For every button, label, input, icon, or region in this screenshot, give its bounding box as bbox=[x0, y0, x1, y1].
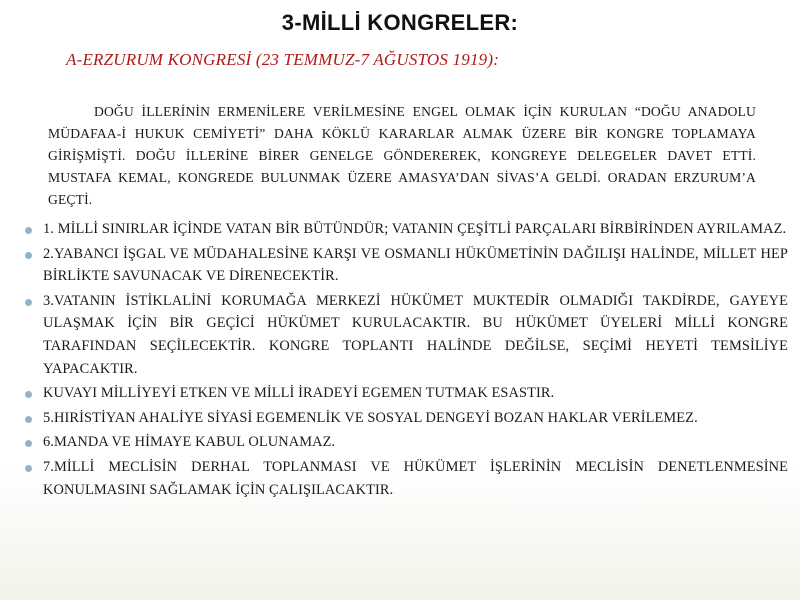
list-item-text: 6.MANDA VE HİMAYE KABUL OLUNAMAZ. bbox=[43, 434, 336, 451]
bullet-dot-icon bbox=[25, 299, 32, 306]
list-item bbox=[20, 431, 788, 454]
list-item bbox=[20, 243, 788, 288]
bullet-dot-icon bbox=[25, 465, 32, 472]
list-item-text: 7.MİLLİ MECLİSİN DERHAL TOPLANMASI VE HÜKÜMET İŞLERİNİN MECLİSİN DENETLENMESİNE KONULMASINI SAĞLAMAK İÇİN ÇALIŞILACAKTIR. bbox=[43, 458, 788, 498]
bullet-dot-icon bbox=[25, 391, 32, 398]
bullet-dot-icon bbox=[25, 416, 32, 423]
slide-subtitle: A-ERZURUM KONGRESİ (23 TEMMUZ-7 AĞUSTOS 1919): bbox=[66, 50, 500, 69]
bullet-dot-icon bbox=[25, 440, 32, 447]
list-item-text: 3.VATANIN İSTİKLALİNİ KORUMAĞA MERKEZİ HÜKÜMET MUKTEDİR OLMADIĞI TAKDİRDE, GAYEYE ULAŞMAK İÇİN BİR GEÇİCİ HÜKÜMET KURULACAKTIR. BU HÜKÜMET ÜYELERİ MİLLİ KONGRE TARAFINDAN SEÇİLECEKTİR. KONGRE TOPLANTI HALİNDE DEĞİLSE, SEÇİMİ HEYETİ TEMSİLİYE YAPACAKTIR. bbox=[43, 292, 788, 377]
list-item-text: 5.HIRİSTİYAN AHALİYE SİYASİ EGEMENLİK VE SOSYAL DENGEYİ BOZAN HAKLAR VERİLEMEZ. bbox=[43, 409, 698, 426]
bullet-dot-icon bbox=[25, 227, 32, 234]
decision-list bbox=[20, 218, 788, 503]
list-item-text: KUVAYI MİLLİYEYİ ETKEN VE MİLLİ İRADEYİ EGEMEN TUTMAK ESASTIR. bbox=[43, 385, 555, 402]
intro-text: DOĞU İLLERİNİN ERMENİLERE VERİLMESİNE ENGEL OLMAK İÇİN KURULAN “DOĞU ANADOLU MÜDAFAA-İ HUKUK CEMİYETİ” DAHA KÖKLÜ KARARLAR ALMAK ÜZERE BİR KONGRE TOPLAMAYA GİRİŞMİŞTİ. DOĞU İLLERİNE BİRER GENELGE GÖNDEREREK, KONGREYE DELEGELER DAVET ETTİ. MUSTAFA KEMAL, KONGREDE BULUNMAK ÜZERE AMASYA’DAN SİVAS’A GELDİ. ORADAN ERZURUM’A GEÇTİ. bbox=[48, 104, 756, 207]
list-item bbox=[20, 456, 788, 501]
intro-paragraph bbox=[48, 101, 756, 211]
list-item bbox=[20, 407, 788, 430]
list-item-text: 1. MİLLİ SINIRLAR İÇİNDE VATAN BİR BÜTÜNDÜR; VATANIN ÇEŞİTLİ PARÇALARI BİRBİRİNDEN AYRILAMAZ. bbox=[43, 221, 787, 237]
list-item bbox=[20, 290, 788, 380]
slide-title: 3-MİLLİ KONGRELER: bbox=[281, 10, 519, 35]
list-item bbox=[20, 218, 788, 241]
list-item bbox=[20, 382, 788, 405]
list-item-text: 2.YABANCI İŞGAL VE MÜDAHALESİNE KARŞI VE OSMANLI HÜKÜMETİNİN DAĞILIŞI HALİNDE, MİLLET HEP BİRLİKTE SAVUNACAK VE DİRENECEKTİR. bbox=[43, 245, 788, 285]
bullet-dot-icon bbox=[25, 252, 32, 259]
